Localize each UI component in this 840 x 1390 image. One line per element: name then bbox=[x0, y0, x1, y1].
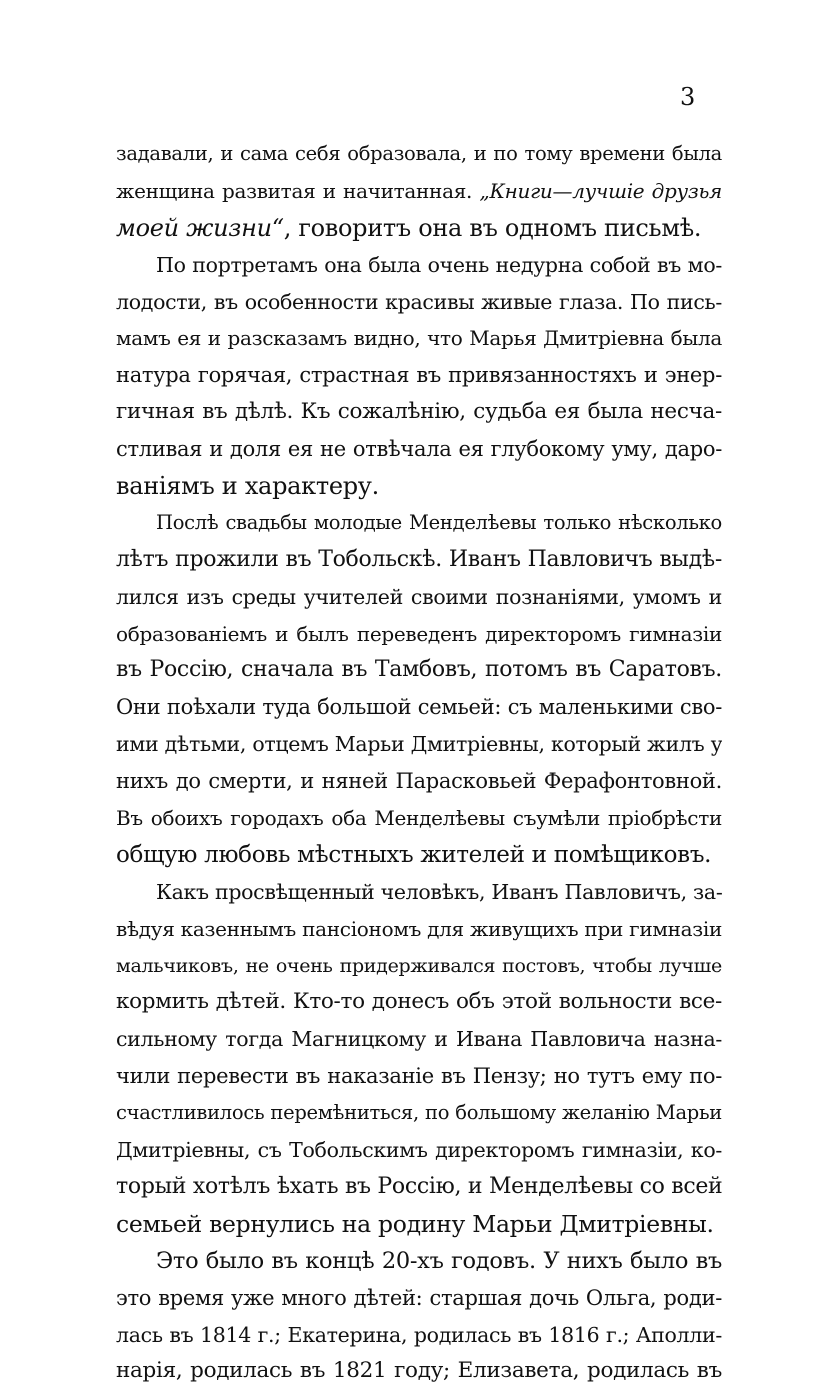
text-line: это время уже много дѣтей: старшая дочь Ольга, роди- bbox=[116, 1285, 722, 1310]
text-line: торый хотѣлъ ѣхать въ Россiю, и Менделѣевы со всей bbox=[116, 1173, 722, 1199]
text-fragment: , говоритъ она въ одномъ письмѣ. bbox=[283, 213, 702, 242]
text-line: счастливилось перемѣниться, по большому желанiю Марьи bbox=[116, 1101, 722, 1125]
text-line: общую любовь мѣстныхъ жителей и помѣщиковъ. bbox=[116, 841, 712, 868]
text-line: ими дѣтьми, отцемъ Марьи Дмитрiевны, который жилъ у bbox=[116, 732, 722, 757]
text-line-with-quote bbox=[116, 173, 722, 210]
text-line: лился изъ среды учителей своими познанiями, умомъ и bbox=[116, 584, 722, 609]
body-text bbox=[116, 136, 722, 1390]
text-line: въ Россiю, сначала въ Тамбовъ, потомъ въ Саратовъ. bbox=[116, 657, 722, 683]
text-line: лодости, въ особенности красивы живые глаза. По пись- bbox=[116, 289, 722, 314]
text-line: мальчиковъ, не очень придерживался постовъ, чтобы лучше bbox=[116, 954, 722, 977]
text-line: Послѣ свадьбы молодые Менделѣевы только нѣсколько bbox=[156, 510, 722, 534]
quote-text: Книги—лучшiе друзья bbox=[489, 178, 722, 203]
text-line: сильному тогда Магницкому и Ивана Павловича назна- bbox=[116, 1027, 722, 1052]
text-line: нихъ до смерти, и няней Парасковьей Ферафонтовной. bbox=[116, 769, 722, 794]
text-line: стливая и доля ея не отвѣчала ея глубокому уму, даро- bbox=[116, 437, 722, 462]
text-line: задавали, и сама себя образовала, и по тому времени была bbox=[116, 142, 722, 165]
text-line: лѣтъ прожили въ Тобольскѣ. Иванъ Павловичъ выдѣ- bbox=[116, 546, 722, 572]
text-line: нарiя, родилась въ 1821 году; Елизавета, родилась въ bbox=[116, 1358, 722, 1384]
text-line: гичная въ дѣлѣ. Къ сожалѣнiю, судьба ея была несча- bbox=[116, 399, 722, 425]
quote-open: „ bbox=[479, 178, 490, 203]
text-line: Какъ просвѣщенный человѣкъ, Иванъ Павловичъ, за- bbox=[156, 879, 722, 904]
text-line: мамъ ея и разсказамъ видно, что Марья Дмитрiевна была bbox=[116, 326, 722, 351]
text-line: Это было въ концѣ 20-хъ годовъ. У нихъ было въ bbox=[156, 1247, 722, 1274]
text-line: семьей вернулись на родину Марьи Дмитрiевны. bbox=[116, 1209, 714, 1238]
quote-text-end: моей жизни bbox=[116, 213, 272, 242]
text-line: образованiемъ и былъ переведенъ директоромъ гимназiи bbox=[116, 621, 722, 646]
text-line: ванiямъ и характеру. bbox=[116, 472, 379, 501]
text-line: вѣдуя казеннымъ пансiономъ для живущихъ при гимназiи bbox=[116, 916, 722, 941]
text-line: кормить дѣтей. Кто-то донесъ объ этой вольности все- bbox=[116, 989, 722, 1015]
text-line: Въ обоихъ городахъ оба Менделѣевы съумѣли прiобрѣсти bbox=[116, 806, 722, 831]
quote-close: “ bbox=[271, 213, 284, 242]
text-line: чили перевести въ наказанiе въ Пензу; но тутъ ему по- bbox=[116, 1064, 722, 1089]
text-line: По портретамъ она была очень недурна собой въ мо- bbox=[156, 252, 722, 277]
text-line-with-quote-end bbox=[116, 210, 722, 247]
text-line: Дмитрiевны, съ Тобольскимъ директоромъ гимназiи, ко- bbox=[116, 1138, 722, 1163]
text-line: лась въ 1814 г.; Екатерина, родилась въ 1816 г.; Аполли- bbox=[116, 1322, 722, 1347]
text-fragment: женщина развитая и начитанная. bbox=[116, 178, 473, 203]
text-line: Они поѣхали туда большой семьей: съ маленькими сво- bbox=[116, 695, 722, 720]
page-number: 3 bbox=[680, 83, 696, 111]
text-line: натура горячая, страстная въ привязанностяхъ и энер- bbox=[116, 363, 722, 388]
